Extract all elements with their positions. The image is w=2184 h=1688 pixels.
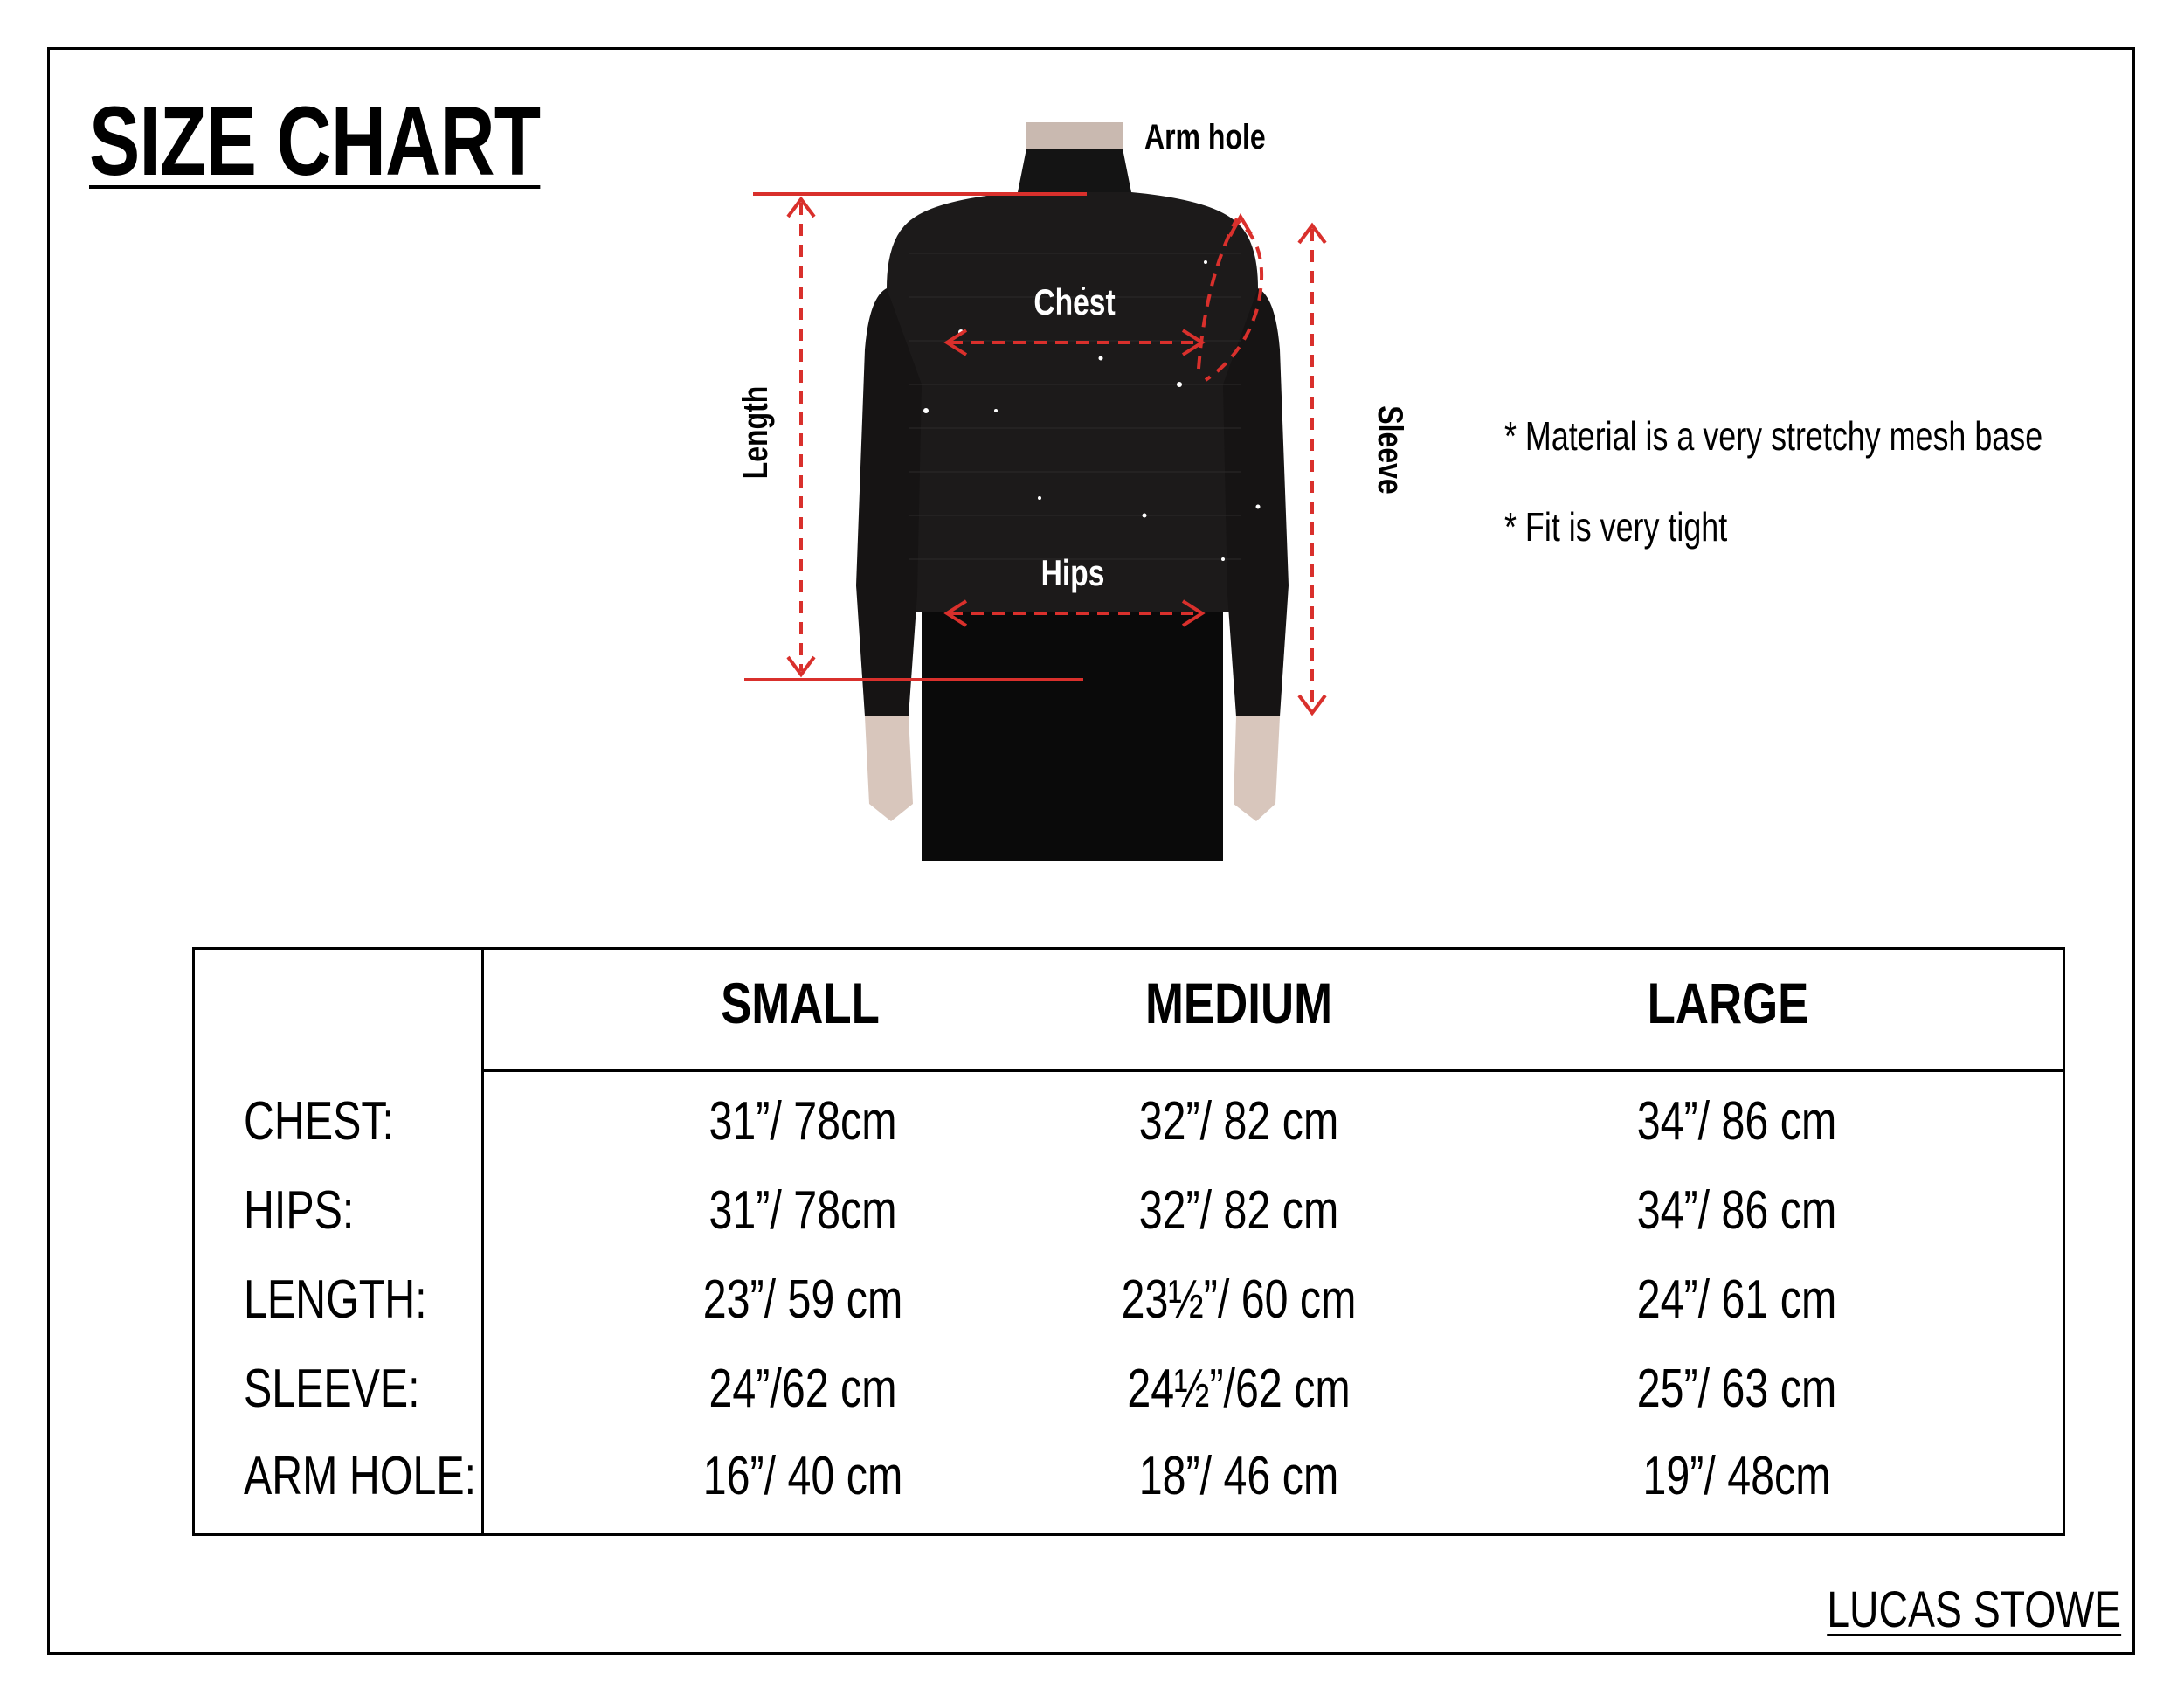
garment-figure [734,116,1411,874]
row-label-length: LENGTH: [244,1269,427,1330]
size-table [192,947,2065,1536]
left-hand [865,716,913,821]
note-fit: * Fit is very tight [1504,504,1728,550]
page-title: SIZE CHART [89,86,541,196]
brand-name: LUCAS STOWE [1827,1581,2121,1638]
table-header-divider [481,1069,2063,1072]
collar-shape [1018,149,1131,192]
row-label-chest: CHEST: [244,1091,394,1152]
label-arm-hole: Arm hole [1144,116,1266,156]
column-header-medium: MEDIUM [1144,971,1333,1035]
cell-chest-small: 31”/ 78cm [708,1091,897,1152]
row-label-arm-hole: ARM HOLE: [244,1446,477,1506]
cell-hips-small: 31”/ 78cm [708,1180,897,1241]
cell-hips-medium: 32”/ 82 cm [1138,1180,1339,1241]
cell-sleeve-small: 24”/62 cm [708,1359,897,1419]
cell-length-large: 24”/ 61 cm [1636,1269,1837,1330]
label-hips: Hips [1040,553,1105,594]
cell-length-small: 23”/ 59 cm [702,1269,903,1330]
right-hand [1234,716,1280,821]
shirt-torso [887,192,1258,612]
cell-length-medium: 23½”/ 60 cm [1121,1269,1357,1330]
garment-diagram [734,116,1411,874]
cell-sleeve-large: 25”/ 63 cm [1636,1359,1837,1419]
cell-arm-hole-medium: 18”/ 46 cm [1138,1446,1339,1506]
pants-shape [922,590,1223,861]
table-vertical-divider [481,950,484,1533]
label-sleeve: Sleeve [1371,405,1411,495]
row-label-sleeve: SLEEVE: [244,1359,420,1419]
label-chest: Chest [1033,282,1116,323]
row-label-hips: HIPS: [244,1180,355,1241]
cell-hips-large: 34”/ 86 cm [1636,1180,1837,1241]
cell-sleeve-medium: 24½”/62 cm [1127,1359,1351,1419]
cell-chest-medium: 32”/ 82 cm [1138,1091,1339,1152]
cell-chest-large: 34”/ 86 cm [1636,1091,1837,1152]
cell-arm-hole-large: 19”/ 48cm [1642,1446,1831,1506]
label-length: Length [735,385,775,480]
column-header-small: SMALL [721,971,880,1035]
note-material: * Material is a very stretchy mesh base [1504,413,2043,459]
column-header-large: LARGE [1647,971,1809,1035]
cell-arm-hole-small: 16”/ 40 cm [702,1446,903,1506]
